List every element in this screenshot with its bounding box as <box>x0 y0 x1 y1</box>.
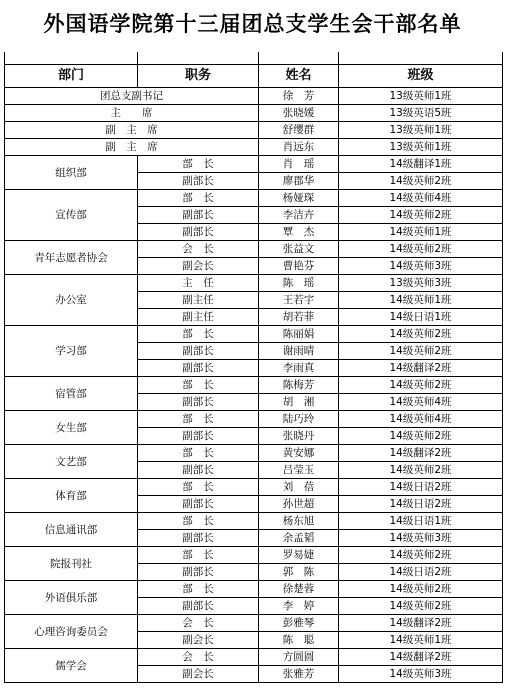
position-cell: 副部长 <box>138 360 259 377</box>
class-cell: 14级翻译2班 <box>339 360 503 377</box>
name-cell: 彭雅琴 <box>259 615 339 632</box>
name-cell: 郭 陈 <box>259 564 339 581</box>
name-cell: 杨东旭 <box>259 513 339 530</box>
position-cell: 部 长 <box>138 547 259 564</box>
department-cell: 院报刊社 <box>5 547 138 581</box>
position-cell: 会 长 <box>138 649 259 666</box>
position-cell: 副会长 <box>138 666 259 683</box>
name-cell: 陈梅芳 <box>259 377 339 394</box>
class-cell: 13级英师3班 <box>339 275 503 292</box>
table-row <box>5 241 503 258</box>
table-row <box>5 547 503 564</box>
department-cell: 办公室 <box>5 275 138 326</box>
department-cell: 组织部 <box>5 156 138 190</box>
position-cell: 部 长 <box>138 479 259 496</box>
class-cell: 14级翻译2班 <box>339 649 503 666</box>
document-title: 外国语学院第十三届团总支学生会干部名单 <box>43 11 462 36</box>
table-row <box>5 411 503 428</box>
name-cell: 余孟韬 <box>259 530 339 547</box>
position-cell: 主 席 <box>5 105 259 122</box>
position-cell: 副部长 <box>138 496 259 513</box>
department-cell: 青年志愿者协会 <box>5 241 138 275</box>
class-cell: 14级英师4班 <box>339 411 503 428</box>
department-cell: 学习部 <box>5 326 138 377</box>
position-cell: 副主任 <box>138 292 259 309</box>
table-row <box>5 122 503 139</box>
department-cell: 文艺部 <box>5 445 138 479</box>
position-cell: 副部长 <box>138 564 259 581</box>
department-cell: 信息通讯部 <box>5 513 138 547</box>
class-cell: 14级英师2班 <box>339 343 503 360</box>
name-cell: 王若宇 <box>259 292 339 309</box>
name-cell: 肖远东 <box>259 139 339 156</box>
header-class: 班级 <box>339 65 503 88</box>
position-cell: 会 长 <box>138 615 259 632</box>
name-cell: 徐楚蓉 <box>259 581 339 598</box>
header-position: 职务 <box>138 65 259 88</box>
class-cell: 14级日语1班 <box>339 309 503 326</box>
position-cell: 副部长 <box>138 462 259 479</box>
class-cell: 14级英师4班 <box>339 190 503 207</box>
name-cell: 舒缨群 <box>259 122 339 139</box>
position-cell: 副部长 <box>138 530 259 547</box>
position-cell: 部 长 <box>138 445 259 462</box>
name-cell: 陈 瑶 <box>259 275 339 292</box>
position-cell: 副主任 <box>138 309 259 326</box>
name-cell: 吕莹玉 <box>259 462 339 479</box>
position-cell: 副部长 <box>138 598 259 615</box>
class-cell: 13级英师1班 <box>339 88 503 105</box>
class-cell: 14级英师2班 <box>339 207 503 224</box>
class-cell: 14级英师1班 <box>339 224 503 241</box>
name-cell: 徐 芳 <box>259 88 339 105</box>
position-cell: 会 长 <box>138 241 259 258</box>
department-cell: 宿管部 <box>5 377 138 411</box>
table-row <box>5 581 503 598</box>
name-cell: 黄安娜 <box>259 445 339 462</box>
table-row <box>5 105 503 122</box>
table-row <box>5 649 503 666</box>
position-cell: 部 长 <box>138 411 259 428</box>
header-name: 姓名 <box>259 65 339 88</box>
class-cell: 14级英师2班 <box>339 598 503 615</box>
class-cell: 14级翻译2班 <box>339 615 503 632</box>
position-cell: 团总支副书记 <box>5 88 259 105</box>
class-cell: 14级日语2班 <box>339 564 503 581</box>
class-cell: 14级翻译1班 <box>339 156 503 173</box>
class-cell: 14级英师2班 <box>339 173 503 190</box>
table-row <box>5 377 503 394</box>
position-cell: 副部长 <box>138 224 259 241</box>
name-cell: 杨娅琛 <box>259 190 339 207</box>
department-cell: 女生部 <box>5 411 138 445</box>
position-cell: 部 长 <box>138 581 259 598</box>
department-cell: 外语俱乐部 <box>5 581 138 615</box>
position-cell: 副 主 席 <box>5 139 259 156</box>
position-cell: 部 长 <box>138 326 259 343</box>
department-cell: 心理咨询委员会 <box>5 615 138 649</box>
name-cell: 刘 蓓 <box>259 479 339 496</box>
blank-row <box>5 52 503 65</box>
table-row <box>5 513 503 530</box>
roster-table <box>4 52 503 683</box>
name-cell: 李雨真 <box>259 360 339 377</box>
table-row <box>5 445 503 462</box>
class-cell: 14级日语2班 <box>339 479 503 496</box>
position-cell: 副部长 <box>138 207 259 224</box>
position-cell: 副部长 <box>138 343 259 360</box>
name-cell: 陆巧玲 <box>259 411 339 428</box>
class-cell: 14级英师2班 <box>339 377 503 394</box>
class-cell: 14级英师3班 <box>339 258 503 275</box>
position-cell: 部 长 <box>138 377 259 394</box>
position-cell: 副 主 席 <box>5 122 259 139</box>
table-row <box>5 479 503 496</box>
roster-table-container <box>4 52 502 683</box>
table-row <box>5 326 503 343</box>
roster-body <box>5 88 503 683</box>
department-cell: 儒学会 <box>5 649 138 683</box>
name-cell: 孙世超 <box>259 496 339 513</box>
table-row <box>5 156 503 173</box>
name-cell: 张益文 <box>259 241 339 258</box>
name-cell: 胡若菲 <box>259 309 339 326</box>
class-cell: 14级日语2班 <box>339 496 503 513</box>
name-cell: 陈 聪 <box>259 632 339 649</box>
name-cell: 曹艳芬 <box>259 258 339 275</box>
class-cell: 14级英师2班 <box>339 428 503 445</box>
table-row <box>5 275 503 292</box>
class-cell: 14级翻译2班 <box>339 445 503 462</box>
name-cell: 李 婷 <box>259 598 339 615</box>
table-row <box>5 139 503 156</box>
header-row <box>5 65 503 88</box>
name-cell: 方圆圆 <box>259 649 339 666</box>
name-cell: 张晓媛 <box>259 105 339 122</box>
class-cell: 13级英师1班 <box>339 122 503 139</box>
name-cell: 张晓丹 <box>259 428 339 445</box>
department-cell: 宣传部 <box>5 190 138 241</box>
position-cell: 副部长 <box>138 394 259 411</box>
class-cell: 14级英师2班 <box>339 462 503 479</box>
class-cell: 13级英语5班 <box>339 105 503 122</box>
name-cell: 罗易婕 <box>259 547 339 564</box>
position-cell: 部 长 <box>138 513 259 530</box>
class-cell: 13级英师1班 <box>339 139 503 156</box>
class-cell: 14级英师2班 <box>339 547 503 564</box>
name-cell: 谢雨晴 <box>259 343 339 360</box>
header-department: 部门 <box>5 65 138 88</box>
department-cell: 体育部 <box>5 479 138 513</box>
position-cell: 主 任 <box>138 275 259 292</box>
position-cell: 部 长 <box>138 190 259 207</box>
name-cell: 肖 瑶 <box>259 156 339 173</box>
class-cell: 14级英师2班 <box>339 326 503 343</box>
position-cell: 副会长 <box>138 258 259 275</box>
class-cell: 14级英师1班 <box>339 292 503 309</box>
name-cell: 廖郡华 <box>259 173 339 190</box>
table-row <box>5 88 503 105</box>
name-cell: 胡 湘 <box>259 394 339 411</box>
class-cell: 14级英师3班 <box>339 666 503 683</box>
table-row <box>5 190 503 207</box>
name-cell: 张雅芳 <box>259 666 339 683</box>
class-cell: 14级英师3班 <box>339 530 503 547</box>
class-cell: 14级英师2班 <box>339 581 503 598</box>
position-cell: 副会长 <box>138 632 259 649</box>
position-cell: 副部长 <box>138 428 259 445</box>
class-cell: 14级日语1班 <box>339 513 503 530</box>
name-cell: 覃 杰 <box>259 224 339 241</box>
position-cell: 副部长 <box>138 173 259 190</box>
class-cell: 14级英师1班 <box>339 632 503 649</box>
name-cell: 李洁卉 <box>259 207 339 224</box>
table-row <box>5 615 503 632</box>
position-cell: 部 长 <box>138 156 259 173</box>
class-cell: 14级英师4班 <box>339 394 503 411</box>
class-cell: 14级英师2班 <box>339 241 503 258</box>
name-cell: 陈丽娟 <box>259 326 339 343</box>
